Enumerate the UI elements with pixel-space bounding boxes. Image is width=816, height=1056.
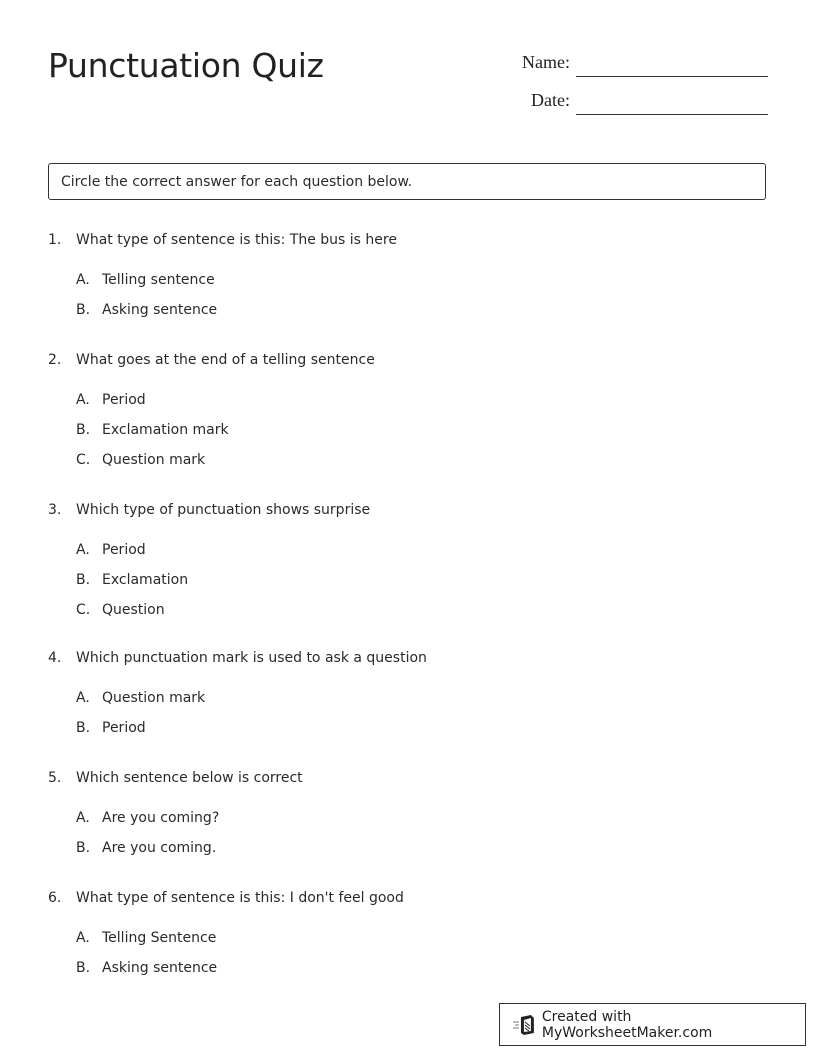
option-text: Exclamation mark <box>102 421 229 438</box>
instructions-box: Circle the correct answer for each question below. <box>48 163 766 200</box>
answer-option[interactable] <box>48 808 766 828</box>
option-letter: B. <box>76 719 91 736</box>
student-fields <box>500 52 768 128</box>
answer-option[interactable] <box>48 688 766 708</box>
question-1 <box>48 230 766 330</box>
option-letter: A. <box>76 542 90 558</box>
answer-option[interactable] <box>48 718 766 738</box>
worksheet-logo-icon <box>512 1014 536 1036</box>
option-text: Asking sentence <box>102 301 218 318</box>
option-text: Asking sentence <box>102 959 218 976</box>
question-text: What type of sentence is this: The bus is here <box>76 232 397 248</box>
option-letter: B. <box>76 301 91 318</box>
name-field <box>500 52 768 90</box>
answer-option[interactable] <box>48 390 766 410</box>
option-letter: C. <box>76 451 91 468</box>
question-text: Which punctuation mark is used to ask a question <box>76 650 427 666</box>
question-number: 2. <box>48 352 62 368</box>
option-letter: C. <box>76 601 91 618</box>
option-letter: B. <box>76 421 91 438</box>
question-number: 1. <box>48 232 62 248</box>
page-title: Punctuation Quiz <box>48 46 324 85</box>
question-text: What goes at the end of a telling sentence <box>76 352 375 368</box>
option-letter: A. <box>76 690 90 706</box>
name-blank-line[interactable] <box>576 76 768 77</box>
answer-option[interactable] <box>48 928 766 948</box>
question-number: 6. <box>48 890 62 906</box>
option-text: Telling sentence <box>102 272 215 288</box>
option-letter: A. <box>76 392 90 408</box>
option-text: Are you coming? <box>102 810 220 826</box>
question-text: What type of sentence is this: I don't feel good <box>76 890 404 906</box>
question-number: 5. <box>48 770 62 786</box>
option-text: Period <box>102 542 146 558</box>
question-number: 3. <box>48 502 62 518</box>
answer-option[interactable] <box>48 838 766 858</box>
option-letter: A. <box>76 810 90 826</box>
question-text: Which type of punctuation shows surprise <box>76 502 371 518</box>
footer-text: Created with MyWorksheetMaker.com <box>541 1008 713 1041</box>
option-letter: A. <box>76 930 90 946</box>
answer-option[interactable] <box>48 450 766 470</box>
option-text: Question mark <box>102 690 206 706</box>
option-letter: B. <box>76 959 91 976</box>
option-text: Period <box>102 392 146 408</box>
option-text: Exclamation <box>102 571 189 588</box>
answer-option[interactable] <box>48 958 766 978</box>
question-6 <box>48 888 766 988</box>
answer-option[interactable] <box>48 300 766 320</box>
question-number: 4. <box>48 650 62 666</box>
question-5 <box>48 768 766 868</box>
question-3 <box>48 500 766 629</box>
option-text: Are you coming. <box>102 839 217 856</box>
answer-option[interactable] <box>48 420 766 440</box>
question-text: Which sentence below is correct <box>76 770 303 786</box>
date-blank-line[interactable] <box>576 114 768 115</box>
answer-option[interactable] <box>48 270 766 290</box>
option-text: Period <box>102 719 146 736</box>
answer-option[interactable] <box>48 600 766 620</box>
option-letter: B. <box>76 839 91 856</box>
option-text: Question mark <box>102 451 206 468</box>
option-text: Telling Sentence <box>102 930 217 946</box>
date-label: Date: <box>531 90 570 110</box>
option-letter: B. <box>76 571 91 588</box>
option-letter: A. <box>76 272 90 288</box>
answer-option[interactable] <box>48 570 766 590</box>
date-field <box>500 90 768 128</box>
answer-option[interactable] <box>48 540 766 560</box>
footer-credit[interactable] <box>499 1003 806 1046</box>
name-label: Name: <box>522 52 570 72</box>
option-text: Question <box>102 601 165 618</box>
question-2 <box>48 350 766 479</box>
question-4 <box>48 648 766 748</box>
